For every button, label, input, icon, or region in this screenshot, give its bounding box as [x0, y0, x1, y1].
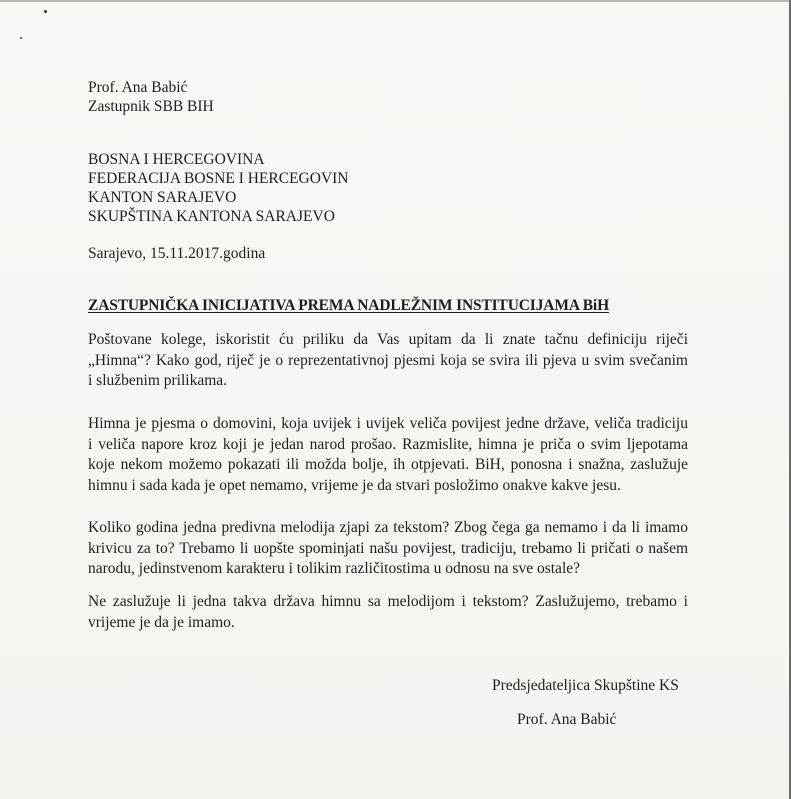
paragraph-2 — [88, 414, 688, 496]
paragraph-1 — [88, 330, 688, 392]
document-title: ZASTUPNIČKA INICIJATIVA PREMA NADLEŽNIM INSTITUCIJAMA BiH — [88, 297, 609, 314]
date-line: Sarajevo, 15.11.2017.godina — [88, 245, 266, 262]
paragraph-3 — [88, 518, 688, 580]
scan-edge-top — [0, 0, 791, 2]
sender-block — [88, 78, 214, 116]
paragraph-line: koje nekom možemo pokazati ili možda bolje, ih otpjevati. BiH, ponosna i snažna, zaslužuje — [88, 456, 688, 473]
paragraph-line: „Himna“? Kako god, riječ je o reprezentativnoj pjesmi koja se svira ili pjeva u svim svečanim — [88, 351, 688, 369]
recipient-line: FEDERACIJA BOSNE I HERCEGOVIN — [88, 170, 349, 187]
signature-role: Predsjedateljica Skupštine KS — [492, 677, 679, 694]
scan-speck — [20, 37, 22, 39]
signature-name: Prof. Ana Babić — [517, 711, 617, 728]
paragraph-line: Ne zaslužuje li jedna takva država himnu sa melodijom i tekstom? Zaslužujemo, trebamo i — [88, 593, 688, 610]
sender-role: Zastupnik SBB BIH — [88, 98, 214, 115]
paragraph-line: i veliča napore kroz koji je jedan narod prošao. Razmislite, himna je priča o svim ljepotama — [88, 435, 688, 453]
paragraph-line: Himna je pjesma o domovini, koja uvijek i uvijek veliča povijest jedne države, veliča tradiciju — [88, 415, 688, 432]
recipient-block — [88, 150, 349, 226]
recipient-line: KANTON SARAJEVO — [88, 189, 237, 206]
paragraph-line: himnu i sada kada je opet nemamo, vrijeme je da stvari posložimo onakve kakve jesu. — [88, 476, 621, 494]
paragraph-4 — [88, 592, 688, 633]
paragraph-line: i službenim prilikama. — [88, 372, 228, 389]
sender-name: Prof. Ana Babić — [88, 79, 188, 96]
paragraph-line: vrijeme je da je imamo. — [88, 613, 235, 631]
recipient-line: SKUPŠTINA KANTONA SARAJEVO — [88, 208, 335, 225]
paragraph-line: Koliko godina jedna predivna melodija zjapi za tekstom? Zbog čega ga nemamo i da li imamo — [88, 519, 688, 536]
recipient-line: BOSNA I HERCEGOVINA — [88, 151, 265, 168]
paragraph-line: narodu, jedinstvenom karakteru i tolikim različitostima u odnosu na sve ostale? — [88, 560, 581, 577]
paragraph-line: Poštovane kolege, iskoristit ću priliku da Vas upitam da li znate tačnu definiciju riječi — [88, 331, 688, 348]
paragraph-line: krivicu za to? Trebamo li uopšte spominjati našu povijest, tradiciju, trebamo li pričati o našem — [88, 539, 688, 557]
scan-speck — [44, 10, 47, 13]
